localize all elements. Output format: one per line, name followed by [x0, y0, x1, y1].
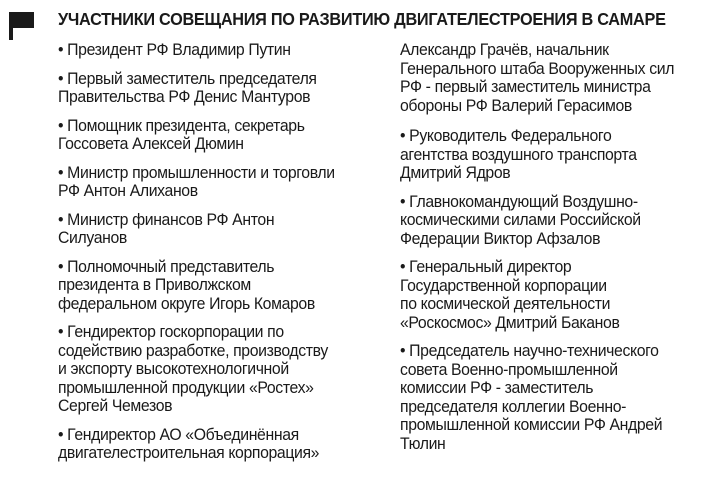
list-item: [400, 258, 698, 332]
list-item: [58, 258, 365, 314]
list-item-line: • Помощник президента, секретарь: [58, 115, 305, 135]
list-item-line: космическими силами Российской: [400, 210, 641, 229]
list-item: [400, 41, 698, 115]
list-item-line: федеральном округе Игорь Комаров: [58, 293, 315, 313]
list-item-line: • Председатель научно-технического: [400, 341, 659, 360]
list-item-line: промышленной продукции «Ростех»: [58, 377, 314, 397]
list-item-line: «Роскосмос» Дмитрий Баканов: [400, 312, 620, 332]
list-item-line: • Президент РФ Владимир Путин: [58, 40, 291, 59]
list-item-line: • Полномочный представитель: [58, 256, 275, 276]
list-item-line: Тюлин: [400, 433, 446, 453]
list-item-line: Александр Грачёв, начальник: [400, 40, 609, 59]
list-item-line: совета Военно-промышленной: [400, 359, 618, 379]
list-item-line: обороны РФ Валерий Герасимов: [400, 95, 632, 115]
list-item: [400, 127, 698, 183]
list-item-line: • Первый заместитель председателя: [58, 68, 317, 88]
list-item-line: Сергей Чемезов: [58, 396, 173, 415]
list-item: [58, 426, 365, 463]
list-item: [400, 193, 698, 249]
flag-icon: [9, 12, 35, 40]
list-item: [58, 117, 365, 154]
participants-list-left: [58, 41, 388, 473]
list-item-line: Дмитрий Ядров: [400, 163, 511, 182]
list-item-line: двигателестроительная корпорация»: [58, 443, 320, 462]
list-item-line: президента в Приволжском: [58, 275, 251, 294]
list-item-line: • Руководитель Федерального: [400, 126, 612, 145]
list-item-line: промышленной комиссии РФ Андрей: [400, 415, 663, 434]
list-item: [400, 342, 698, 453]
flag-cloth: [13, 12, 34, 28]
list-item-line: Силуанов: [58, 228, 127, 247]
list-item: [58, 41, 365, 60]
list-item-line: Правительства РФ Денис Мантуров: [58, 87, 311, 106]
list-item-line: • Министр финансов РФ Антон: [58, 209, 275, 229]
list-item: [58, 323, 365, 416]
list-item-line: по космической деятельности: [400, 294, 611, 313]
list-item-line: • Главнокомандующий Воздушно-: [400, 191, 638, 211]
list-item-line: председателя коллегии Военно-: [400, 396, 627, 416]
list-item-line: • Генеральный директор: [400, 257, 572, 276]
list-item-line: содействию разработке, производству: [58, 340, 328, 360]
page-title: УЧАСТНИКИ СОВЕЩАНИЯ ПО РАЗВИТИЮ ДВИГАТЕЛЕСТРОЕНИЯ В САМАРЕ: [58, 9, 666, 29]
list-item-line: • Гендиректор АО «Объединённая: [58, 424, 299, 444]
list-item-line: Госсовета Алексей Дюмин: [58, 134, 244, 153]
list-item-line: • Гендиректор госкорпорации по: [58, 322, 284, 341]
list-item-line: Федерации Виктор Афзалов: [400, 228, 601, 248]
list-item: [58, 164, 365, 201]
list-item-line: агентства воздушного транспорта: [400, 144, 637, 164]
list-item-line: Государственной корпорации: [400, 275, 607, 295]
list-item-line: и экспорту высокотехнологичной: [58, 359, 289, 378]
participants-list-right: [400, 41, 718, 463]
list-item-line: РФ - первый заместитель министра: [400, 77, 651, 96]
list-item-line: • Министр промышленности и торговли: [58, 162, 335, 182]
list-item-line: Генерального штаба Вооруженных сил: [400, 58, 675, 78]
list-item: [58, 211, 365, 248]
list-item: [58, 70, 365, 107]
list-item-line: РФ Антон Алиханов: [58, 181, 198, 200]
list-item-line: комиссии РФ - заместитель: [400, 378, 594, 397]
